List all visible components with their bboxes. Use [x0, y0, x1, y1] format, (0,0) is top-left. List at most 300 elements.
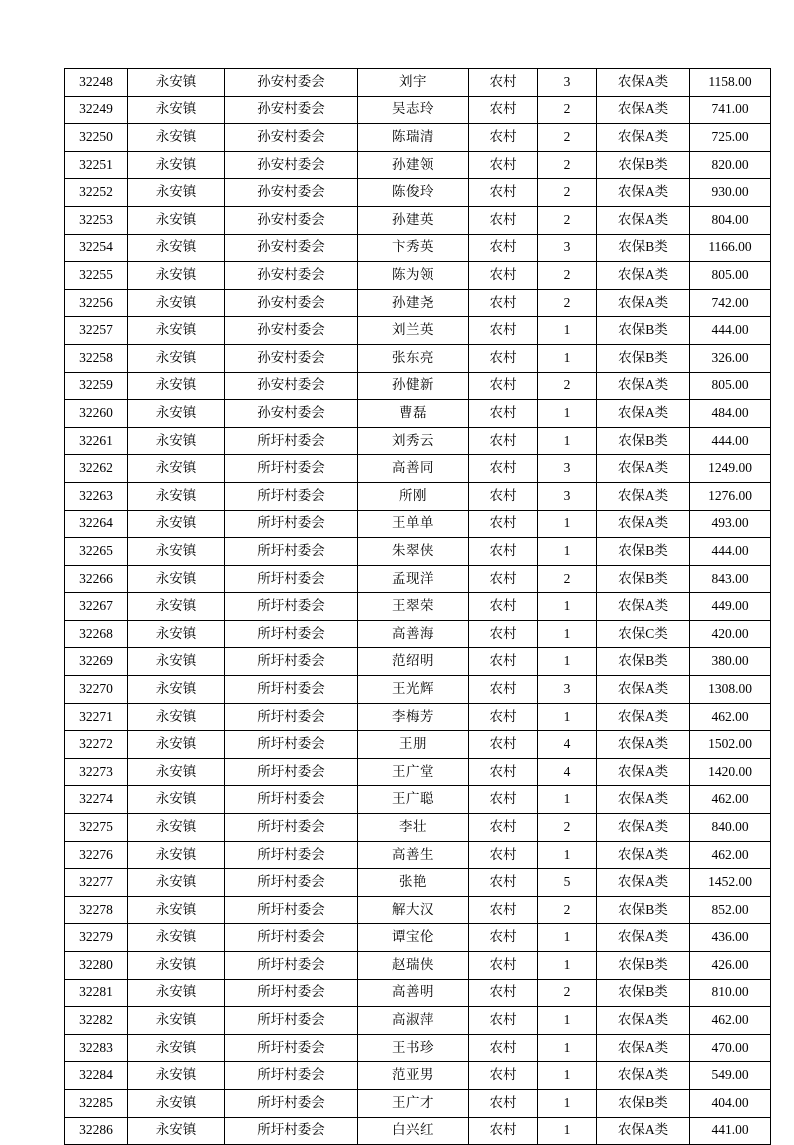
cell-count: 1 — [538, 1089, 597, 1117]
cell-id: 32273 — [65, 758, 128, 786]
cell-type: 农村 — [469, 234, 538, 262]
cell-town: 永安镇 — [128, 814, 225, 842]
cell-type: 农村 — [469, 151, 538, 179]
cell-town: 永安镇 — [128, 1062, 225, 1090]
cell-amount: 820.00 — [690, 151, 771, 179]
table-row — [65, 179, 771, 207]
cell-village: 所圩村委会 — [225, 841, 358, 869]
cell-village: 所圩村委会 — [225, 1062, 358, 1090]
cell-count: 1 — [538, 786, 597, 814]
records-table — [64, 68, 771, 1145]
cell-name: 孙建尧 — [358, 289, 469, 317]
cell-class: 农保B类 — [597, 234, 690, 262]
table-row — [65, 344, 771, 372]
cell-class: 农保B类 — [597, 317, 690, 345]
cell-amount: 462.00 — [690, 786, 771, 814]
cell-amount: 426.00 — [690, 952, 771, 980]
table-row — [65, 151, 771, 179]
cell-type: 农村 — [469, 593, 538, 621]
cell-id: 32265 — [65, 538, 128, 566]
table-row — [65, 676, 771, 704]
table-row — [65, 427, 771, 455]
cell-village: 所圩村委会 — [225, 593, 358, 621]
cell-class: 农保B类 — [597, 344, 690, 372]
cell-amount: 444.00 — [690, 317, 771, 345]
cell-town: 永安镇 — [128, 952, 225, 980]
cell-count: 5 — [538, 869, 597, 897]
cell-town: 永安镇 — [128, 400, 225, 428]
cell-town: 永安镇 — [128, 289, 225, 317]
table-row — [65, 206, 771, 234]
cell-count: 1 — [538, 841, 597, 869]
cell-count: 2 — [538, 262, 597, 290]
table-row — [65, 455, 771, 483]
cell-name: 孙建领 — [358, 151, 469, 179]
cell-village: 孙安村委会 — [225, 69, 358, 97]
cell-id: 32276 — [65, 841, 128, 869]
cell-id: 32274 — [65, 786, 128, 814]
cell-name: 刘秀云 — [358, 427, 469, 455]
cell-class: 农保A类 — [597, 841, 690, 869]
cell-class: 农保B类 — [597, 565, 690, 593]
cell-id: 32261 — [65, 427, 128, 455]
table-row — [65, 814, 771, 842]
cell-type: 农村 — [469, 400, 538, 428]
cell-amount: 441.00 — [690, 1117, 771, 1145]
cell-village: 所圩村委会 — [225, 676, 358, 704]
cell-village: 所圩村委会 — [225, 1007, 358, 1035]
cell-count: 3 — [538, 482, 597, 510]
cell-type: 农村 — [469, 124, 538, 152]
cell-class: 农保A类 — [597, 372, 690, 400]
cell-count: 2 — [538, 179, 597, 207]
cell-id: 32277 — [65, 869, 128, 897]
cell-type: 农村 — [469, 179, 538, 207]
cell-count: 3 — [538, 455, 597, 483]
cell-type: 农村 — [469, 565, 538, 593]
cell-class: 农保A类 — [597, 703, 690, 731]
cell-id: 32286 — [65, 1117, 128, 1145]
cell-name: 孙建英 — [358, 206, 469, 234]
table-row — [65, 400, 771, 428]
cell-town: 永安镇 — [128, 620, 225, 648]
cell-count: 1 — [538, 593, 597, 621]
cell-village: 所圩村委会 — [225, 1117, 358, 1145]
cell-amount: 742.00 — [690, 289, 771, 317]
cell-type: 农村 — [469, 676, 538, 704]
cell-type: 农村 — [469, 648, 538, 676]
cell-class: 农保A类 — [597, 289, 690, 317]
cell-name: 王广才 — [358, 1089, 469, 1117]
cell-id: 32268 — [65, 620, 128, 648]
cell-village: 所圩村委会 — [225, 952, 358, 980]
cell-id: 32252 — [65, 179, 128, 207]
cell-village: 孙安村委会 — [225, 262, 358, 290]
cell-village: 所圩村委会 — [225, 1034, 358, 1062]
table-row — [65, 124, 771, 152]
cell-type: 农村 — [469, 427, 538, 455]
cell-type: 农村 — [469, 620, 538, 648]
table-row — [65, 1089, 771, 1117]
cell-id: 32254 — [65, 234, 128, 262]
cell-count: 1 — [538, 1007, 597, 1035]
cell-type: 农村 — [469, 1117, 538, 1145]
cell-class: 农保A类 — [597, 206, 690, 234]
cell-name: 刘宇 — [358, 69, 469, 97]
cell-class: 农保A类 — [597, 1117, 690, 1145]
cell-village: 所圩村委会 — [225, 620, 358, 648]
cell-type: 农村 — [469, 841, 538, 869]
cell-class: 农保A类 — [597, 179, 690, 207]
cell-type: 农村 — [469, 1089, 538, 1117]
cell-village: 孙安村委会 — [225, 400, 358, 428]
cell-count: 2 — [538, 979, 597, 1007]
cell-amount: 1249.00 — [690, 455, 771, 483]
cell-class: 农保B类 — [597, 427, 690, 455]
cell-type: 农村 — [469, 1034, 538, 1062]
cell-amount: 840.00 — [690, 814, 771, 842]
cell-id: 32271 — [65, 703, 128, 731]
cell-type: 农村 — [469, 924, 538, 952]
cell-village: 孙安村委会 — [225, 124, 358, 152]
cell-id: 32253 — [65, 206, 128, 234]
cell-count: 1 — [538, 427, 597, 455]
cell-name: 赵瑞侠 — [358, 952, 469, 980]
table-row — [65, 510, 771, 538]
cell-count: 1 — [538, 538, 597, 566]
cell-town: 永安镇 — [128, 69, 225, 97]
cell-town: 永安镇 — [128, 1034, 225, 1062]
cell-amount: 852.00 — [690, 896, 771, 924]
cell-count: 1 — [538, 620, 597, 648]
cell-class: 农保A类 — [597, 676, 690, 704]
cell-amount: 404.00 — [690, 1089, 771, 1117]
cell-type: 农村 — [469, 262, 538, 290]
cell-count: 2 — [538, 814, 597, 842]
cell-name: 孟现洋 — [358, 565, 469, 593]
cell-type: 农村 — [469, 896, 538, 924]
cell-id: 32251 — [65, 151, 128, 179]
cell-class: 农保B类 — [597, 151, 690, 179]
cell-name: 曹磊 — [358, 400, 469, 428]
cell-id: 32257 — [65, 317, 128, 345]
cell-town: 永安镇 — [128, 427, 225, 455]
cell-amount: 462.00 — [690, 1007, 771, 1035]
cell-village: 孙安村委会 — [225, 372, 358, 400]
cell-town: 永安镇 — [128, 565, 225, 593]
cell-village: 所圩村委会 — [225, 869, 358, 897]
cell-id: 32278 — [65, 896, 128, 924]
cell-count: 1 — [538, 344, 597, 372]
cell-amount: 805.00 — [690, 372, 771, 400]
cell-town: 永安镇 — [128, 896, 225, 924]
records-table-body — [65, 69, 771, 1145]
cell-village: 孙安村委会 — [225, 234, 358, 262]
cell-class: 农保B类 — [597, 1089, 690, 1117]
cell-town: 永安镇 — [128, 455, 225, 483]
cell-class: 农保A类 — [597, 69, 690, 97]
cell-name: 范亚男 — [358, 1062, 469, 1090]
cell-town: 永安镇 — [128, 869, 225, 897]
cell-name: 李梅芳 — [358, 703, 469, 731]
cell-class: 农保B类 — [597, 648, 690, 676]
cell-class: 农保A类 — [597, 1007, 690, 1035]
cell-amount: 462.00 — [690, 841, 771, 869]
cell-amount: 470.00 — [690, 1034, 771, 1062]
table-row — [65, 482, 771, 510]
cell-town: 永安镇 — [128, 924, 225, 952]
cell-type: 农村 — [469, 206, 538, 234]
cell-town: 永安镇 — [128, 1117, 225, 1145]
cell-type: 农村 — [469, 455, 538, 483]
table-row — [65, 952, 771, 980]
cell-village: 所圩村委会 — [225, 510, 358, 538]
table-row — [65, 648, 771, 676]
table-row — [65, 289, 771, 317]
cell-village: 所圩村委会 — [225, 427, 358, 455]
table-row — [65, 924, 771, 952]
cell-name: 陈俊玲 — [358, 179, 469, 207]
table-row — [65, 731, 771, 759]
cell-name: 谭宝伦 — [358, 924, 469, 952]
cell-id: 32263 — [65, 482, 128, 510]
cell-town: 永安镇 — [128, 482, 225, 510]
cell-count: 1 — [538, 400, 597, 428]
cell-village: 所圩村委会 — [225, 924, 358, 952]
cell-amount: 462.00 — [690, 703, 771, 731]
cell-id: 32266 — [65, 565, 128, 593]
cell-amount: 493.00 — [690, 510, 771, 538]
cell-type: 农村 — [469, 1062, 538, 1090]
cell-count: 4 — [538, 758, 597, 786]
cell-type: 农村 — [469, 786, 538, 814]
cell-town: 永安镇 — [128, 731, 225, 759]
cell-amount: 805.00 — [690, 262, 771, 290]
cell-town: 永安镇 — [128, 262, 225, 290]
cell-amount: 1308.00 — [690, 676, 771, 704]
cell-type: 农村 — [469, 952, 538, 980]
cell-id: 32262 — [65, 455, 128, 483]
cell-type: 农村 — [469, 979, 538, 1007]
cell-name: 孙健新 — [358, 372, 469, 400]
cell-type: 农村 — [469, 317, 538, 345]
cell-count: 2 — [538, 289, 597, 317]
cell-class: 农保C类 — [597, 620, 690, 648]
cell-name: 张东亮 — [358, 344, 469, 372]
cell-count: 2 — [538, 206, 597, 234]
cell-village: 所圩村委会 — [225, 703, 358, 731]
table-row — [65, 234, 771, 262]
cell-amount: 930.00 — [690, 179, 771, 207]
cell-type: 农村 — [469, 69, 538, 97]
table-row — [65, 703, 771, 731]
cell-id: 32279 — [65, 924, 128, 952]
cell-amount: 549.00 — [690, 1062, 771, 1090]
cell-class: 农保A类 — [597, 869, 690, 897]
cell-count: 1 — [538, 952, 597, 980]
cell-town: 永安镇 — [128, 510, 225, 538]
table-row — [65, 786, 771, 814]
cell-id: 32269 — [65, 648, 128, 676]
table-row — [65, 593, 771, 621]
cell-count: 3 — [538, 69, 597, 97]
cell-town: 永安镇 — [128, 234, 225, 262]
cell-id: 32275 — [65, 814, 128, 842]
table-row — [65, 538, 771, 566]
cell-id: 32264 — [65, 510, 128, 538]
cell-id: 32283 — [65, 1034, 128, 1062]
cell-class: 农保B类 — [597, 896, 690, 924]
cell-town: 永安镇 — [128, 841, 225, 869]
cell-town: 永安镇 — [128, 206, 225, 234]
cell-id: 32248 — [65, 69, 128, 97]
table-row — [65, 896, 771, 924]
cell-class: 农保A类 — [597, 482, 690, 510]
cell-id: 32260 — [65, 400, 128, 428]
cell-name: 高淑萍 — [358, 1007, 469, 1035]
cell-class: 农保A类 — [597, 593, 690, 621]
cell-name: 张艳 — [358, 869, 469, 897]
cell-type: 农村 — [469, 96, 538, 124]
cell-name: 高善海 — [358, 620, 469, 648]
cell-class: 农保A类 — [597, 758, 690, 786]
cell-amount: 436.00 — [690, 924, 771, 952]
cell-id: 32259 — [65, 372, 128, 400]
cell-amount: 1166.00 — [690, 234, 771, 262]
cell-type: 农村 — [469, 1007, 538, 1035]
cell-name: 朱翠侠 — [358, 538, 469, 566]
table-row — [65, 979, 771, 1007]
cell-id: 32249 — [65, 96, 128, 124]
cell-count: 1 — [538, 1034, 597, 1062]
table-row — [65, 1034, 771, 1062]
cell-class: 农保A类 — [597, 455, 690, 483]
cell-class: 农保A类 — [597, 1034, 690, 1062]
cell-village: 孙安村委会 — [225, 179, 358, 207]
cell-village: 所圩村委会 — [225, 731, 358, 759]
cell-amount: 804.00 — [690, 206, 771, 234]
cell-amount: 1452.00 — [690, 869, 771, 897]
cell-name: 王翠荣 — [358, 593, 469, 621]
cell-name: 王朋 — [358, 731, 469, 759]
cell-name: 王单单 — [358, 510, 469, 538]
cell-amount: 444.00 — [690, 538, 771, 566]
cell-class: 农保B类 — [597, 538, 690, 566]
cell-count: 3 — [538, 676, 597, 704]
cell-name: 王书珍 — [358, 1034, 469, 1062]
cell-amount: 741.00 — [690, 96, 771, 124]
cell-amount: 1502.00 — [690, 731, 771, 759]
cell-village: 所圩村委会 — [225, 565, 358, 593]
table-row — [65, 69, 771, 97]
cell-count: 1 — [538, 648, 597, 676]
table-row — [65, 1117, 771, 1145]
cell-name: 陈为领 — [358, 262, 469, 290]
cell-village: 所圩村委会 — [225, 786, 358, 814]
cell-amount: 843.00 — [690, 565, 771, 593]
cell-name: 范绍明 — [358, 648, 469, 676]
cell-town: 永安镇 — [128, 703, 225, 731]
cell-village: 孙安村委会 — [225, 289, 358, 317]
cell-town: 永安镇 — [128, 96, 225, 124]
cell-id: 32281 — [65, 979, 128, 1007]
table-row — [65, 96, 771, 124]
cell-amount: 444.00 — [690, 427, 771, 455]
cell-town: 永安镇 — [128, 1007, 225, 1035]
cell-amount: 810.00 — [690, 979, 771, 1007]
cell-name: 吴志玲 — [358, 96, 469, 124]
cell-id: 32270 — [65, 676, 128, 704]
cell-name: 刘兰英 — [358, 317, 469, 345]
cell-name: 高善明 — [358, 979, 469, 1007]
cell-town: 永安镇 — [128, 758, 225, 786]
cell-name: 高善生 — [358, 841, 469, 869]
cell-name: 陈瑞清 — [358, 124, 469, 152]
cell-town: 永安镇 — [128, 317, 225, 345]
cell-class: 农保B类 — [597, 979, 690, 1007]
cell-class: 农保A类 — [597, 96, 690, 124]
cell-town: 永安镇 — [128, 786, 225, 814]
cell-village: 所圩村委会 — [225, 814, 358, 842]
cell-count: 1 — [538, 1117, 597, 1145]
cell-id: 32272 — [65, 731, 128, 759]
cell-type: 农村 — [469, 482, 538, 510]
table-row — [65, 262, 771, 290]
cell-class: 农保A类 — [597, 786, 690, 814]
cell-type: 农村 — [469, 372, 538, 400]
cell-amount: 326.00 — [690, 344, 771, 372]
cell-name: 王光辉 — [358, 676, 469, 704]
cell-village: 所圩村委会 — [225, 979, 358, 1007]
cell-class: 农保A类 — [597, 731, 690, 759]
table-row — [65, 841, 771, 869]
cell-amount: 1420.00 — [690, 758, 771, 786]
cell-count: 1 — [538, 703, 597, 731]
table-row — [65, 869, 771, 897]
cell-class: 农保A类 — [597, 924, 690, 952]
cell-type: 农村 — [469, 510, 538, 538]
cell-class: 农保A类 — [597, 262, 690, 290]
cell-village: 孙安村委会 — [225, 206, 358, 234]
cell-town: 永安镇 — [128, 676, 225, 704]
cell-town: 永安镇 — [128, 538, 225, 566]
cell-id: 32255 — [65, 262, 128, 290]
cell-town: 永安镇 — [128, 1089, 225, 1117]
cell-type: 农村 — [469, 538, 538, 566]
cell-name: 解大汉 — [358, 896, 469, 924]
cell-name: 所刚 — [358, 482, 469, 510]
cell-village: 所圩村委会 — [225, 482, 358, 510]
cell-count: 2 — [538, 124, 597, 152]
table-row — [65, 1062, 771, 1090]
cell-count: 2 — [538, 896, 597, 924]
table-row — [65, 758, 771, 786]
cell-type: 农村 — [469, 344, 538, 372]
cell-id: 32256 — [65, 289, 128, 317]
cell-town: 永安镇 — [128, 151, 225, 179]
cell-count: 2 — [538, 565, 597, 593]
cell-type: 农村 — [469, 731, 538, 759]
cell-village: 所圩村委会 — [225, 455, 358, 483]
cell-town: 永安镇 — [128, 179, 225, 207]
cell-amount: 420.00 — [690, 620, 771, 648]
cell-count: 3 — [538, 234, 597, 262]
cell-count: 4 — [538, 731, 597, 759]
cell-name: 王广堂 — [358, 758, 469, 786]
cell-type: 农村 — [469, 703, 538, 731]
cell-town: 永安镇 — [128, 593, 225, 621]
cell-count: 1 — [538, 510, 597, 538]
